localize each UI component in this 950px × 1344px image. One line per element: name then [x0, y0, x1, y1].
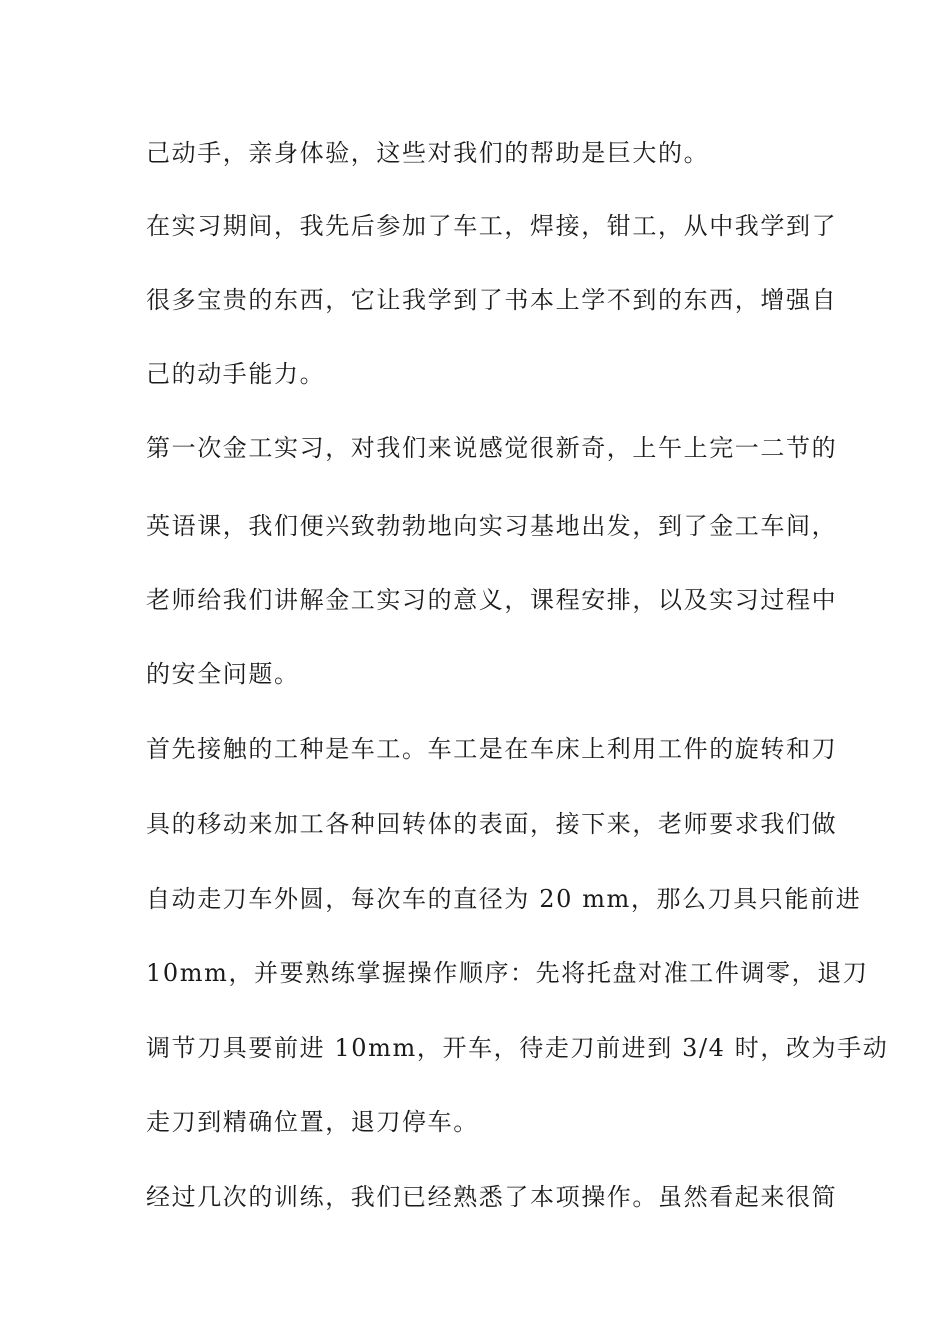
- text-line: 的安全问题。: [146, 660, 300, 688]
- text-line: 己的动手能力。: [146, 360, 326, 388]
- text-line: 调节刀具要前进 10mm，开车，待走刀前进到 3/4 时，改为手动: [146, 1034, 889, 1062]
- text-line: 很多宝贵的东西，它让我学到了书本上学不到的东西，增强自: [146, 286, 838, 314]
- text-line: 第一次金工实习，对我们来说感觉很新奇，上午上完一二节的: [146, 434, 838, 462]
- text-line: 首先接触的工种是车工。车工是在车床上利用工件的旋转和刀: [146, 735, 838, 763]
- text-line: 具的移动来加工各种回转体的表面，接下来，老师要求我们做: [146, 810, 838, 838]
- text-line: 老师给我们讲解金工实习的意义，课程安排，以及实习过程中: [146, 586, 838, 614]
- text-line: 在实习期间，我先后参加了车工，焊接，钳工，从中我学到了: [146, 212, 838, 240]
- text-line: 走刀到精确位置，退刀停车。: [146, 1108, 479, 1136]
- text-line: 英语课，我们便兴致勃勃地向实习基地出发，到了金工车间，: [146, 512, 838, 540]
- text-line: 10mm，并要熟练掌握操作顺序：先将托盘对准工件调零，退刀: [146, 959, 869, 987]
- text-line: 经过几次的训练，我们已经熟悉了本项操作。虽然看起来很简: [146, 1183, 838, 1211]
- text-line: 己动手，亲身体验，这些对我们的帮助是巨大的。: [146, 139, 710, 167]
- text-line: 自动走刀车外圆，每次车的直径为 20 mm，那么刀具只能前进: [146, 885, 862, 913]
